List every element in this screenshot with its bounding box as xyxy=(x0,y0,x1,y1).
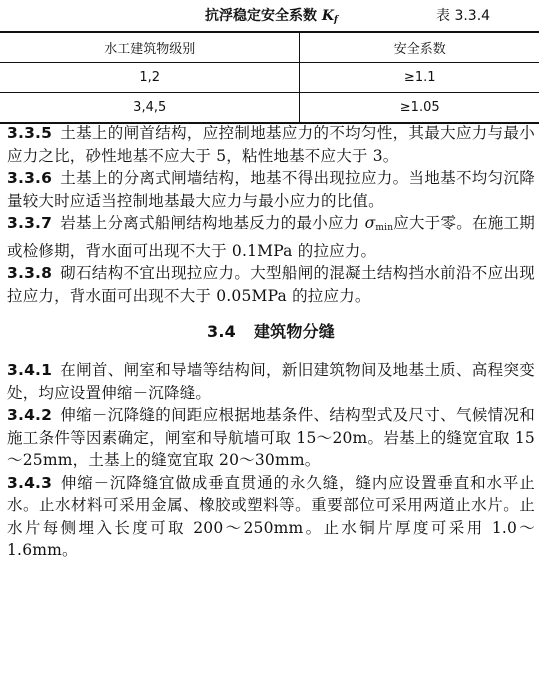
clause-text: 土基上的分离式闸墙结构，地基不得出现拉应力。当地基不均匀沉降量较大时应适当控制地基最大应力与最小应力的比值。 xyxy=(7,169,535,210)
header-safety-factor: 安全系数 xyxy=(300,32,539,63)
sigma-letter: σ xyxy=(364,214,376,232)
clause-text: 土基上的闸首结构，应控制地基应力的不均匀性，其最大应力与最小应力之比，砂性地基不应大于 5，粘性地基不应大于 3。 xyxy=(7,124,535,165)
table-cell: 1,2 xyxy=(0,63,300,93)
clause-3-4-3 xyxy=(7,472,535,562)
table-row xyxy=(0,63,539,93)
clause-number: 3.4.1 xyxy=(7,361,53,379)
table-header-row xyxy=(0,32,539,63)
sigma-min-symbol xyxy=(365,214,394,232)
safety-factor-table xyxy=(0,31,539,124)
clause-text: 砌石结构不宜出现拉应力。大型船闸的混凝土结构挡水前沿不应出现拉应力，背水面可出现不大于 0.05MPa 的拉应力。 xyxy=(7,264,535,305)
sigma-subscript: min xyxy=(375,223,394,233)
table-title xyxy=(205,6,338,30)
symbol-subscript: f xyxy=(334,15,338,25)
symbol-letter: K xyxy=(321,8,335,24)
clause-3-3-6 xyxy=(7,167,535,212)
clause-text: 岩基上分离式船闸结构地基反力的最小应力 xyxy=(60,214,360,232)
clause-number: 3.3.8 xyxy=(7,264,53,282)
clause-number: 3.3.7 xyxy=(7,214,53,232)
header-building-grade: 水工建筑物级别 xyxy=(0,32,300,63)
clause-number: 3.3.6 xyxy=(7,169,53,187)
clause-text: 在闸首、闸室和导墙等结构间，新旧建筑物间及地基土质、高程突变处，均应设置伸缩－沉降缝。 xyxy=(7,361,535,402)
table-row xyxy=(0,93,539,124)
clause-number: 3.3.5 xyxy=(7,124,53,142)
clause-3-3-5 xyxy=(7,122,535,167)
table-cell: ≥1.05 xyxy=(300,93,539,124)
clause-text: 应大于零。在施工期或检修期，背水面可出现不大于 0.1MPa 的拉应力。 xyxy=(7,214,535,260)
clause-text: 伸缩－沉降缝宜做成垂直贯通的永久缝，缝内应设置垂直和水平止水。止水材料可采用金属、橡胶或塑料等。重要部位可采用两道止水片。止水片每侧埋入长度可取 200～250mm。止水铜片厚度可采用 1.0～1.6mm。 xyxy=(7,473,535,559)
section-heading xyxy=(7,321,535,343)
table-title-text: 抗浮稳定安全系数 xyxy=(205,8,317,24)
table-title-symbol xyxy=(322,8,338,24)
table-cell: 3,4,5 xyxy=(0,93,300,124)
clause-3-3-7 xyxy=(7,212,535,262)
table-number: 表 3.3.4 xyxy=(436,8,491,24)
table-caption xyxy=(0,6,539,28)
section-number: 3.4 xyxy=(207,322,236,341)
clause-3-4-1 xyxy=(7,359,535,404)
clause-3-4-2 xyxy=(7,404,535,472)
clause-text: 伸缩－沉降缝的间距应根据地基条件、结构型式及尺寸、气候情况和施工条件等因素确定，闸室和导航墙可取 15～20m。岩基上的缝宽宜取 15～25mm，土基上的缝宽宜取 20～30mm。 xyxy=(7,406,535,469)
table-cell: ≥1.1 xyxy=(300,63,539,93)
clause-number: 3.4.2 xyxy=(7,406,53,424)
document-body xyxy=(7,122,535,562)
clause-number: 3.4.3 xyxy=(7,473,53,492)
clause-3-3-8 xyxy=(7,262,535,307)
section-title: 建筑物分缝 xyxy=(253,322,335,341)
